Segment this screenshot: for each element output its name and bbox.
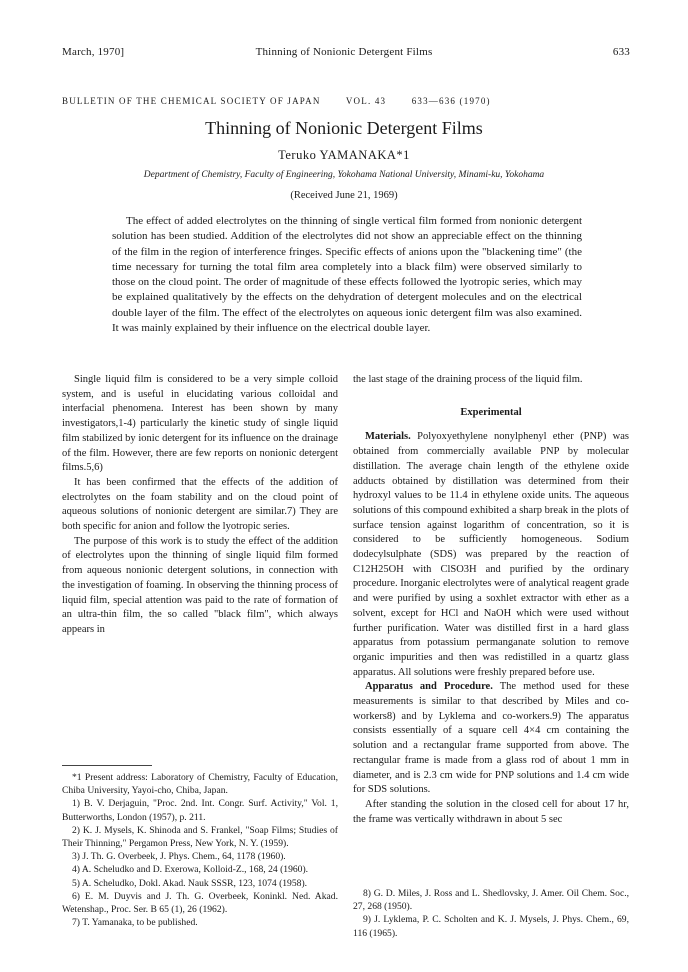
author-affiliation: Department of Chemistry, Faculty of Engineering, Yokohama National University, Minami-ku, Yokohama (143, 170, 545, 180)
apparatus-text: The method used for these measurements is similar to that described by Miles and co-workers8) and by Lyklema and co-workers.9) The apparatus consists essentially of a square cell 4×4 cm containing the solution and a rectangular frame supported from above. The rectangular frame is made from a glass rod of about 1 mm in diameter, and is 2.3 cm wide for PNP solutions and 1.4 cm wide for SDS solutions. (353, 681, 629, 796)
footnote-rule (62, 765, 152, 766)
journal-citation-line (62, 96, 513, 106)
right-column (353, 373, 629, 827)
materials-text: Polyoxyethylene nonylphenyl ether (PNP) was obtained from commercially available PNP by molecular distillation. The average chain length of the ethylene oxide adducts obtained by distillation was determined from their hydroxyl values to be 11.4 in ethylene oxide units. The aqueous solutions of this compound exhibited a sharp break in the plots of surface tension against logarithm of concentration, so it is considered to be sufficiently homogeneous. Sodium dodecylsulphate (SDS) was prepared by the reaction of C12H25OH with ClSO3H and purified by the ordinary procedure. Inorganic electrolytes were of analytical reagent grade and were purified by using a soxhlet extractor with ether as a solvent, except for HCl and NaOH which were used without further purification. Water was distilled first in a hard glass apparatus from potassium permanganate solution to remove organic impurities and then was redistilled in a quartz glass apparatus. All solutions were freshly prepared before use. (353, 431, 630, 678)
materials-label: Materials. (365, 431, 411, 443)
page-number: 633 (612, 46, 630, 58)
procedure-paragraph: After standing the solution in the closed cell for about 17 hr, the frame was vertically withdrawn in about 5 sec (353, 798, 629, 825)
reference-9: 9) J. Lyklema, P. C. Scholten and K. J. Mysels, J. Phys. Chem., 69, 116 (1965). (353, 914, 629, 939)
intro-paragraph-3: The purpose of this work is to study the effect of the addition of electrolytes upon the thinning of single liquid film formed from aqueous nonionic detergent solutions, in connection with the investigation of foaming. In observing the thinning process of liquid film, special attention was paid to the rate of formation of an ultra-thin film, the so called "black film", which always appears in (62, 535, 338, 635)
running-header-date: March, 1970] (62, 46, 125, 58)
apparatus-paragraph (353, 680, 629, 798)
intro-continuation: the last stage of the draining process of the liquid film. (353, 374, 583, 385)
reference-2: 2) K. J. Mysels, K. Shinoda and S. Frankel, "Soap Films; Studies of Their Thinning," Pergamon Press, New York, N. Y. (1959). (62, 824, 338, 850)
footnote-address: *1 Present address: Laboratory of Chemistry, Faculty of Education, Chiba University, Yayoi-cho, Chiba, Japan. (62, 772, 338, 797)
abstract (112, 214, 582, 336)
intro-paragraph-2: It has been confirmed that the effects of the addition of electrolytes on the foam stability and on the cloud point of aqueous solutions of nonionic detergent are similar.7) They are both specific for anion and follow the lyotropic series. (62, 476, 338, 533)
section-heading-experimental: Experimental (460, 406, 522, 418)
abstract-text: The effect of added electrolytes on the thinning of single vertical film formed from nonionic detergent solution has been studied. Addition of the electrolytes did not show an appreciable effect on the thinning of the film in the region of interference fringes. Specific effects of anions upon the "blackening time" (the time necessary for turning the total film area completely into a black film) were observed similarly to those on the cloud point. The order of magnitude of these effects followed the lyotropic series, which may be explained qualitatively by the effects on the dehydration of detergent molecules and on the electrical double layer of the film. The effect of the electrolytes on aqueous ionic detergent film was also examined. It was mainly explained by their influence on the electrical double layer. (112, 215, 582, 335)
intro-paragraph-1: Single liquid film is considered to be a very simple colloid system, and is useful in elucidating various colloidal and interfacial phenomena. Interest has been shown by many investigators,1-4) particularly the kinetic study of single liquid film stabilized by ionic detergent for its influence on the drainage of the film. However, there are few reports on nonionic detergent films.5,6) (62, 374, 338, 474)
reference-4: 4) A. Scheludko and D. Exerowa, Kolloid-Z., 168, 24 (1960). (72, 864, 309, 876)
reference-7: 7) T. Yamanaka, to be published. (72, 917, 198, 929)
reference-5: 5) A. Scheludko, Dokl. Akad. Nauk SSSR, 123, 1074 (1958). (72, 877, 308, 889)
journal-volume: VOL. 43 (345, 96, 387, 106)
journal-pages: 633—636 (1970) (411, 96, 491, 106)
running-header-title: Thinning of Nonionic Detergent Films (255, 46, 433, 58)
reference-8: 8) G. D. Miles, J. Ross and L. Shedlovsky, J. Amer. Oil Chem. Soc., 27, 268 (1950). (353, 888, 629, 913)
left-column (62, 373, 338, 638)
reference-1: 1) B. V. Derjaguin, "Proc. 2nd. Int. Congr. Surf. Activity," Vol. 1, Butterworths, London (1957), p. 211. (62, 798, 338, 823)
reference-3: 3) J. Th. G. Overbeek, J. Phys. Chem., 64, 1178 (1960). (72, 851, 286, 863)
right-references (353, 887, 629, 940)
materials-paragraph (353, 430, 629, 680)
reference-6: 6) E. M. Duyvis and J. Th. G. Overbeek, Koninkl. Ned. Akad. Wetenshap., Proc. Ser. B 65 (1), 26 (1962). (62, 890, 338, 916)
received-date: (Received June 21, 1969) (290, 190, 398, 201)
article-title: Thinning of Nonionic Detergent Films (205, 118, 483, 138)
author-name: Teruko YAMANAKA*1 (278, 148, 410, 162)
apparatus-label: Apparatus and Procedure. (365, 681, 493, 693)
footnotes (62, 765, 338, 929)
journal-name: BULLETIN OF THE CHEMICAL SOCIETY OF JAPAN (62, 96, 321, 106)
